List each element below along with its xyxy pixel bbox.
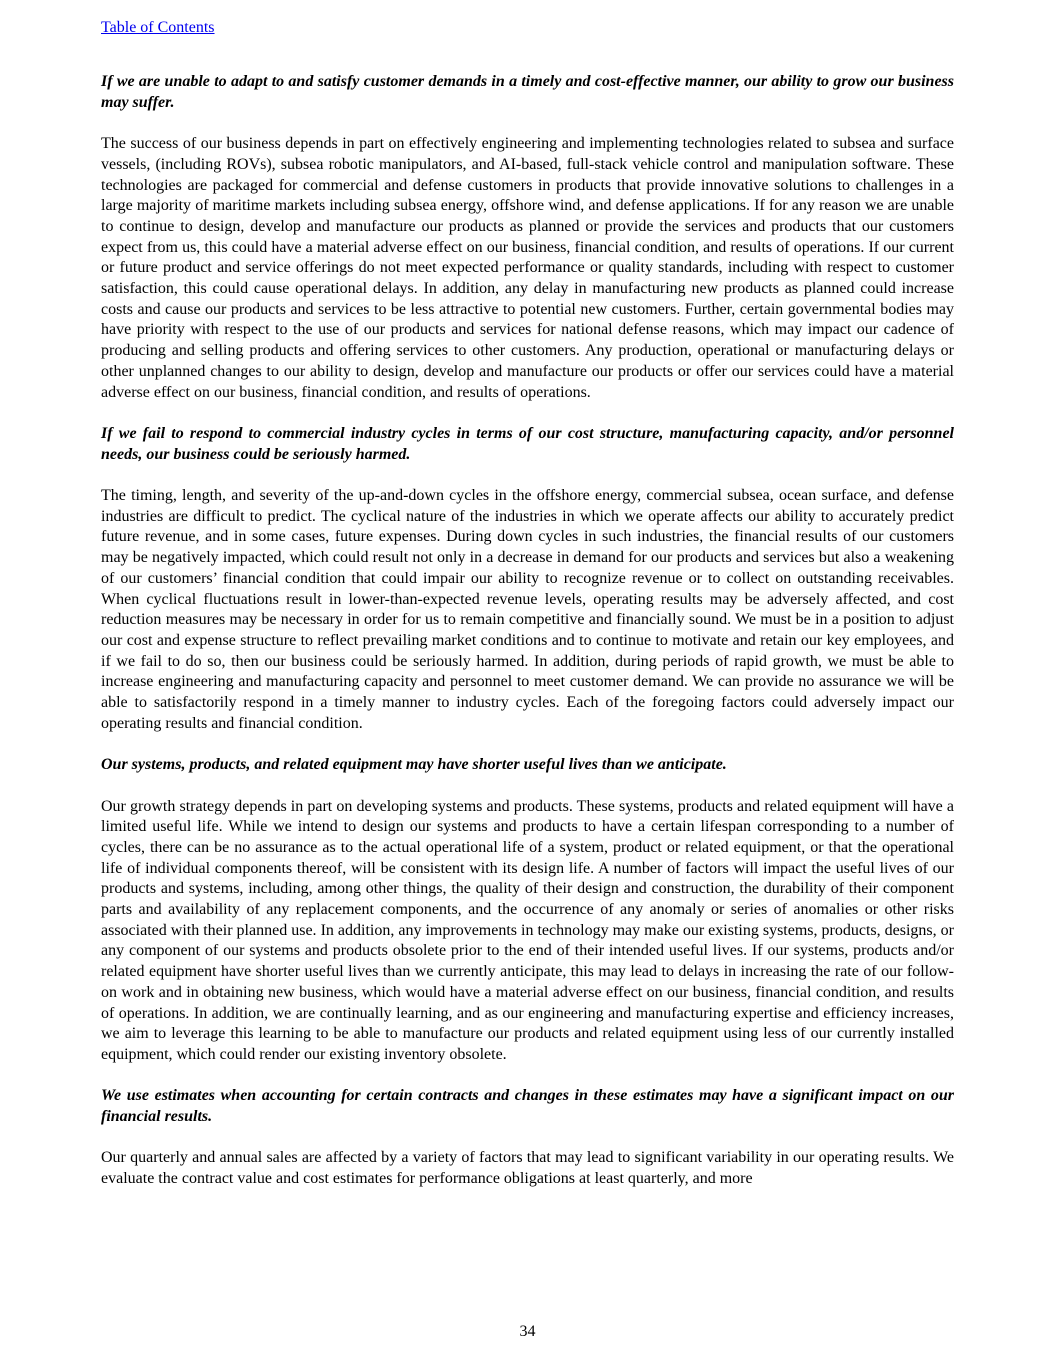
risk-factor-section: [101, 424, 954, 735]
table-of-contents-link[interactable]: Table of Contents: [101, 19, 215, 36]
page-number: 34: [519, 1323, 536, 1340]
section-body: Our growth strategy depends in part on developing systems and products. These systems, products and related equipment will have a limited useful life. While we intend to design our systems and products to have a certain lifespan corresponding to a number of cycles, there can be no assurance as to the actual operational life of a system, product or related equipment, or that the operational life of individual components thereof, will be consistent with its design life. A number of factors will impact the useful lives of our products and systems, including, among other things, the quality of their design and construction, the durability of their component parts and availability of any replacement components, and the occurrence of any anomaly or series of anomalies or other risks associated with their planned use. In addition, any improvements in technology may make our existing systems, products, designs, or any component of our systems and products obsolete prior to the end of their intended useful lives. If our systems, products and/or related equipment have shorter useful lives than we currently anticipate, this may lead to delays in increasing the rate of our follow-on work and in obtaining new business, which would have a material adverse effect on our business, financial condition, and results of operations. In addition, we are continually learning, and as our engineering and manufacturing expertise and efficiency increases, we aim to leverage this learning to be able to manufacture our products and related equipment using less of our currently installed equipment, which could render our existing inventory obsolete.: [101, 797, 954, 1063]
document-page: [101, 18, 954, 1211]
section-heading: If we fail to respond to commercial industry cycles in terms of our cost structure, manufacturing capacity, and/or personnel needs, our business could be seriously harmed.: [101, 424, 954, 463]
section-body: Our quarterly and annual sales are affected by a variety of factors that may lead to significant variability in our operating results. We evaluate the contract value and cost estimates for performance obligations at least quarterly, and more: [101, 1149, 954, 1188]
section-body: The timing, length, and severity of the up-and-down cycles in the offshore energy, commercial subsea, ocean surface, and defense industries are difficult to predict. The cyclical nature of the industries in which we operate affects our ability to accurately predict future revenue, and in some cases, future expenses. During down cycles in such industries, the financial results of our customers may be negatively impacted, which could result not only in a decrease in demand for our products and services but also a weakening of our customers’ financial condition that could impair our ability to recognize revenue or to collect on outstanding receivables. When cyclical fluctuations result in lower-than-expected revenue levels, operating results may be adversely affected, and cost reduction measures may be necessary in order for us to remain competitive and financially sound. We must be in a position to adjust our cost and expense structure to reflect prevailing market conditions and to continue to motivate and retain our key employees, and if we fail to do so, then our business could be seriously harmed. In addition, during periods of rapid growth, we must be able to increase engineering and manufacturing capacity and personnel to meet customer demand. We can provide no assurance we will be able to satisfactorily respond in a timely manner to industry cycles. Each of the foregoing factors could adversely impact our operating results and financial condition.: [101, 487, 954, 732]
section-heading: Our systems, products, and related equipment may have shorter useful lives than we anticipate.: [101, 756, 727, 774]
section-heading: If we are unable to adapt to and satisfy customer demands in a timely and cost-effective manner, our ability to grow our business may suffer.: [101, 73, 954, 111]
risk-factor-section: [101, 1086, 954, 1190]
section-heading: We use estimates when accounting for certain contracts and changes in these estimates may have a significant impact on our financial results.: [101, 1087, 954, 1126]
section-body: The success of our business depends in part on effectively engineering and implementing technologies related to subsea and surface vessels, (including ROVs), subsea robotic manipulators, and AI-based, full-stack vehicle control and manipulation software. These technologies are packaged for commercial and defense customers in products that provide innovative solutions to challenges in a large majority of maritime markets including subsea energy, offshore wind, and defense applications. If for any reason we are unable to continue to design, develop and manufacture our products as planned or provide the services and products that our customers expect from us, this could have a material adverse effect on our business, financial condition, and results of operations. If our current or future product and service offerings do not meet expected performance or quality standards, including with respect to customer satisfaction, this could cause operational delays. In addition, any delay in manufacturing new products as planned could increase costs and cause our products and services to be less attractive to potential new customers. Further, certain governmental bodies may have priority with respect to the use of our products and services for national defense reasons, which may impact our cadence of producing and selling products and offering services to other customers. Any production, operational or manufacturing delays or other unplanned changes to our ability to design, develop and manufacture our products or offer our services could have a material adverse effect on our business, financial condition, and results of operations.: [101, 135, 954, 401]
risk-factor-section: [101, 72, 954, 403]
risk-factor-section: [101, 755, 954, 1066]
